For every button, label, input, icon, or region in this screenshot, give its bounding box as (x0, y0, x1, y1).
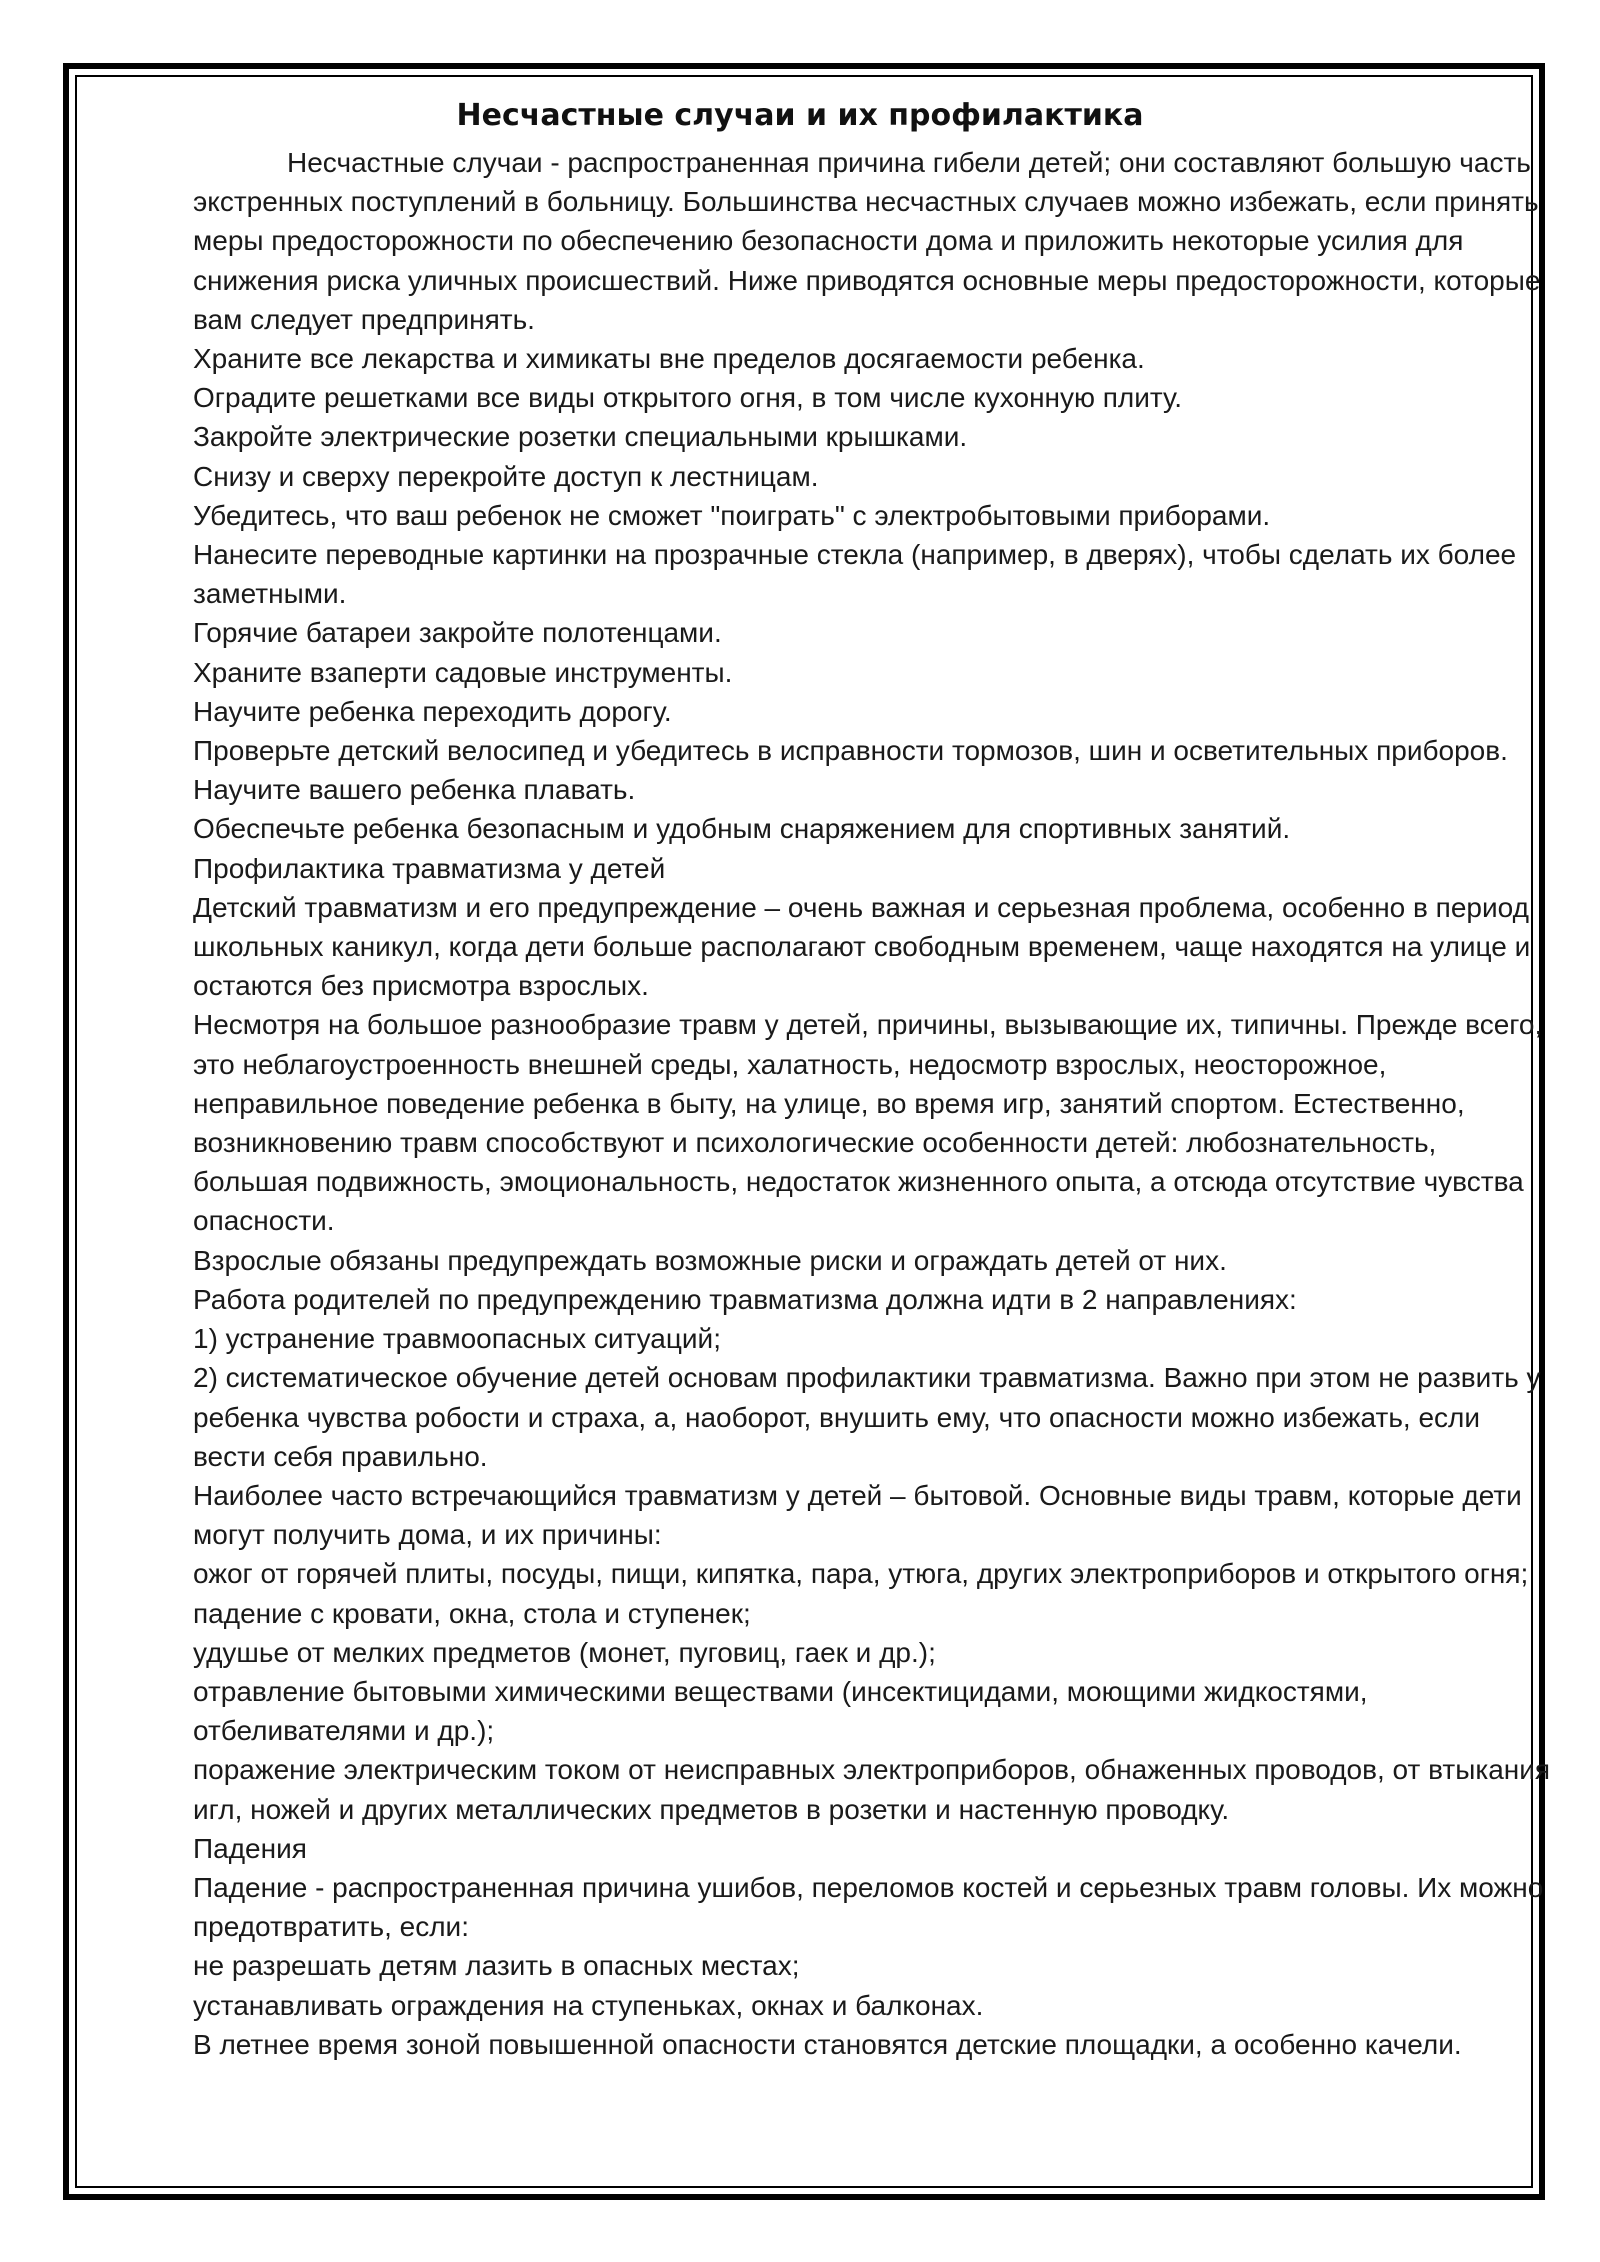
paragraph: Научите ребенка переходить дорогу. (193, 695, 672, 727)
paragraph: В летнее время зоной повышенной опасности становятся детские площадки, а особенно качели. (193, 2028, 1462, 2060)
list-item: устанавливать ограждения на ступеньках, окнах и балконах. (193, 1989, 984, 2021)
list-item: отравление бытовыми химическими веществами (инсектицидами, моющими жидкостями, отбеливателями и др.); (193, 1675, 1368, 1747)
list-item: ожог от горячей плиты, посуды, пищи, кипятка, пара, утюга, других электроприборов и открытого огня; (193, 1558, 1529, 1590)
paragraph: Храните все лекарства и химикаты вне пределов досягаемости ребенка. (193, 343, 1145, 375)
paragraph: Работа родителей по предупреждению травматизма должна идти в 2 направлениях: (193, 1283, 1297, 1315)
document-title: Несчастные случаи и их профилактика (456, 98, 1144, 133)
section-heading: Падения (193, 1832, 307, 1864)
list-item: падение с кровати, окна, стола и ступенек; (193, 1597, 751, 1629)
paragraph: Убедитесь, что ваш ребенок не сможет "поиграть" с электробытовыми приборами. (193, 499, 1271, 531)
list-item: 1) устранение травмоопасных ситуаций; (193, 1323, 721, 1355)
paragraph: Научите вашего ребенка плавать. (193, 774, 636, 806)
section-heading: Профилактика травматизма у детей (193, 852, 666, 884)
paragraph: Горячие батареи закройте полотенцами. (193, 617, 722, 649)
paragraph: Взрослые обязаны предупреждать возможные риски и ограждать детей от них. (193, 1244, 1227, 1276)
paragraph: Наиболее часто встречающийся травматизм у детей – бытовой. Основные виды травм, которые дети могут получить дома, и их причины: (193, 1479, 1522, 1551)
paragraph: Нанесите переводные картинки на прозрачные стекла (например, в дверях), чтобы сделать их более заметными. (193, 539, 1517, 610)
list-item: не разрешать детям лазить в опасных местах; (193, 1950, 800, 1982)
list-item: удушье от мелких предметов (монет, пуговиц, гаек и др.); (193, 1636, 936, 1668)
paragraph: Проверьте детский велосипед и убедитесь в исправности тормозов, шин и осветительных приборов. (193, 735, 1508, 767)
paragraph: Падение - распространенная причина ушибов, переломов костей и серьезных травм головы. Их можно предотвратить, если: (193, 1871, 1544, 1943)
paragraph: Закройте электрические розетки специальными крышками. (193, 421, 968, 453)
paragraph: Оградите решетками все виды открытого огня, в том числе кухонную плиту. (193, 382, 1183, 414)
list-item: 2) систематическое обучение детей основам профилактики травматизма. Важно при этом не развить у ребенка чувства робости и страха, а, наоборот, внушить ему, что опасности можно избежать, если вести себя правильно. (193, 1362, 1541, 1472)
paragraph: Обеспечьте ребенка безопасным и удобным снаряжением для спортивных занятий. (193, 813, 1291, 845)
paragraph: Снизу и сверху перекройте доступ к лестницам. (193, 460, 819, 492)
list-item: поражение электрическим током от неисправных электроприборов, обнаженных проводов, от втыкания игл, ножей и других металлических предметов в розетки и настенную проводку. (193, 1754, 1551, 1825)
intro-paragraph: Несчастные случаи - распространенная причина гибели детей; они составляют большую часть экстренных поступлений в больницу. Большинства несчастных случаев можно избежать, если принять меры предосторожности по обеспечению безопасности дома и приложить некоторые усилия для снижения риска уличных происшествий. Ниже приводятся основные меры предосторожности, которые вам следует предпринять. (193, 147, 1541, 335)
paragraph: Несмотря на большое разнообразие травм у детей, причины, вызывающие их, типичны. Прежде всего, это неблагоустроенность внешней среды, халатность, недосмотр взрослых, неосторожное, неправильное поведение ребенка в быту, на улице, во время игр, занятий спортом. Естественно, возникновению травм способствуют и психологические особенности детей: любознательность, большая подвижность, эмоциональность, недостаток жизненного опыта, а отсюда отсутствие чувства опасности. (193, 1009, 1543, 1237)
paragraph: Детский травматизм и его предупреждение – очень важная и серьезная проблема, особенно в период школьных каникул, когда дети больше располагают свободным временем, чаще находятся на улице и остаются без присмотра взрослых. (193, 891, 1531, 1002)
document-body (193, 143, 1553, 2064)
paragraph: Храните взаперти садовые инструменты. (193, 656, 733, 688)
